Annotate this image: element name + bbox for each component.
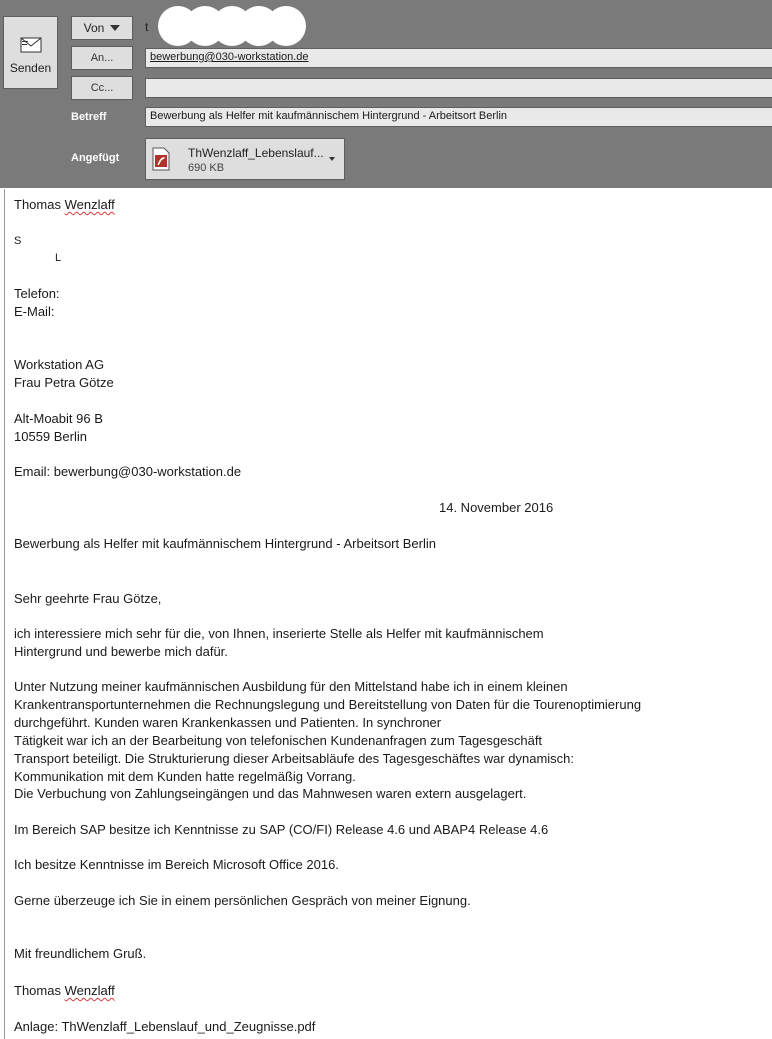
chevron-down-icon <box>110 25 120 31</box>
compose-header <box>0 0 772 188</box>
to-button[interactable]: An... <box>71 46 133 70</box>
to-field[interactable] <box>145 48 772 68</box>
paragraph-line: Tätigkeit war ich an der Bearbeitung von telefonischen Kundenanfragen zum Tagesgeschäft <box>14 733 543 748</box>
send-label: Senden <box>9 61 52 75</box>
closing-greeting: Mit freundlichem Gruß. <box>14 946 147 961</box>
paragraph-office: Ich besitze Kenntnisse im Bereich Microsoft Office 2016. <box>14 857 339 872</box>
sender-city-redacted: L <box>55 252 62 264</box>
recipient-email: Email: bewerbung@030-workstation.de <box>14 464 242 479</box>
signature-name <box>14 983 115 999</box>
paragraph-line: ich interessiere mich sehr für die, von Ihnen, inserierte Stelle als Helfer mit kaufmännischem <box>14 626 544 641</box>
phone-label: Telefon: <box>14 286 60 301</box>
sender-first-name: Thomas <box>14 197 61 212</box>
redaction-mask <box>158 6 306 46</box>
paragraph-closing-offer: Gerne überzeuge ich Sie in einem persönlichen Gespräch von meiner Eignung. <box>14 893 471 908</box>
letter-subject: Bewerbung als Helfer mit kaufmännischem Hintergrund - Arbeitsort Berlin <box>14 536 436 551</box>
paragraph-line: Unter Nutzung meiner kaufmännischen Ausbildung für den Mittelstand habe ich in einem kleinen <box>14 679 568 694</box>
attachment-chip[interactable] <box>145 138 345 180</box>
from-button[interactable] <box>71 16 133 40</box>
signature-first-name: Thomas <box>14 983 61 998</box>
sender-street-redacted: S <box>14 235 22 247</box>
recipient-street: Alt-Moabit 96 B <box>14 411 103 426</box>
paragraph-line: Krankentransportunternehmen die Rechnungslegung und Bereitstellung von Daten für die Tourenoptimierung <box>14 697 642 712</box>
attached-label: Angefügt <box>71 152 120 164</box>
subject-field[interactable]: Bewerbung als Helfer mit kaufmännischem Hintergrund - Arbeitsort Berlin <box>145 107 772 127</box>
attachment-size: 690 KB <box>188 162 225 174</box>
paragraph-line: Kommunikation mit dem Kunden hatte regelmäßig Vorrang. <box>14 769 356 784</box>
sender-address: t <box>145 20 149 34</box>
signature-last-name: Wenzlaff <box>64 983 115 998</box>
attachment-menu-chevron-icon[interactable] <box>329 157 335 161</box>
letter-date: 14. November 2016 <box>439 500 554 515</box>
salutation: Sehr geehrte Frau Götze, <box>14 591 162 606</box>
email-label: E-Mail: <box>14 304 55 319</box>
paragraph-line: durchgeführt. Kunden waren Krankenkassen und Patienten. In synchroner <box>14 715 442 730</box>
sender-name <box>14 197 115 213</box>
recipient-name: Frau Petra Götze <box>14 375 114 390</box>
attachment-name: ThWenzlaff_Lebenslauf... <box>188 146 324 160</box>
subject-label: Betreff <box>71 111 107 123</box>
to-recipient[interactable]: bewerbung@030-workstation.de <box>150 51 309 63</box>
cc-field[interactable] <box>145 78 772 98</box>
sender-last-name: Wenzlaff <box>64 197 115 212</box>
attachment-note: Anlage: ThWenzlaff_Lebenslauf_und_Zeugnisse.pdf <box>14 1019 316 1034</box>
message-body[interactable] <box>4 189 772 1039</box>
cc-button[interactable]: Cc... <box>71 76 133 100</box>
send-button[interactable] <box>3 16 58 89</box>
recipient-city: 10559 Berlin <box>14 429 87 444</box>
paragraph-line: Hintergrund und bewerbe mich dafür. <box>14 644 228 659</box>
paragraph-line: Transport beteiligt. Die Strukturierung dieser Arbeitsabläufe des Tagesgeschäftes war dynamisch: <box>14 751 575 766</box>
paragraph-sap: Im Bereich SAP besitze ich Kenntnisse zu SAP (CO/FI) Release 4.6 und ABAP4 Release 4.6 <box>14 822 549 837</box>
from-label: Von <box>83 21 105 35</box>
pdf-file-icon <box>152 147 170 171</box>
recipient-company: Workstation AG <box>14 357 105 372</box>
envelope-icon <box>20 37 42 53</box>
paragraph-line: Die Verbuchung von Zahlungseingängen und das Mahnwesen waren extern ausgelagert. <box>14 786 527 801</box>
